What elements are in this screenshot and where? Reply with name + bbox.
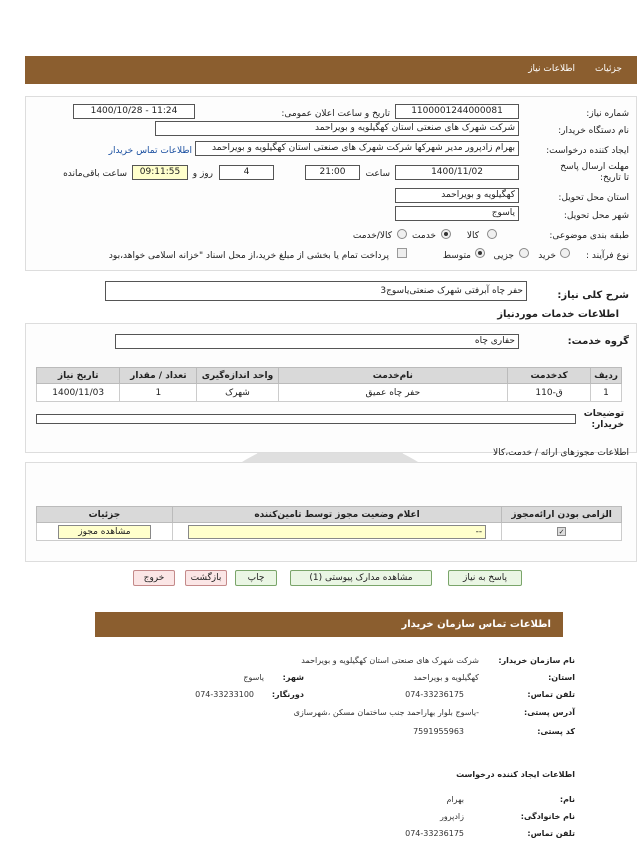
remaining-time-field: 09:11:55 — [132, 165, 188, 180]
contact-city-label: شهر: — [282, 673, 304, 682]
cell-permit-details — [37, 523, 173, 541]
creator-name-value: بهرام — [446, 795, 464, 804]
attachments-button[interactable]: مشاهده مدارک پیوستی (1) — [290, 570, 432, 586]
services-table — [36, 367, 622, 402]
process-label: نوع فرآیند : — [586, 251, 629, 261]
tab-details[interactable]: جزئیات — [595, 64, 622, 74]
process-small-label: خرید — [538, 251, 556, 261]
service-group-field: حفاری چاه — [115, 334, 519, 349]
announce-field: 1400/10/28 - 11:24 — [73, 104, 195, 119]
days-remaining-field: 4 — [219, 165, 274, 180]
col-row: ردیف — [591, 368, 622, 384]
announce-label: تاریخ و ساعت اعلان عمومی: — [281, 109, 390, 119]
print-button[interactable]: چاپ — [235, 570, 277, 586]
summary-label: شرح کلی نیاز: — [557, 290, 629, 301]
city-field: یاسوج — [395, 206, 519, 221]
remaining-time-label: ساعت باقی‌مانده — [63, 169, 127, 179]
contact-org-value: شرکت شهرک های صنعتی استان کهگیلویه و بویراحمد — [301, 656, 479, 665]
category-label: طبقه بندی موضوعی: — [549, 231, 629, 241]
view-permit-button[interactable]: مشاهده مجوز — [58, 525, 151, 539]
contact-postal-value: 7591955963 — [413, 727, 464, 736]
contact-city-value: یاسوج — [243, 673, 264, 682]
reply-button[interactable]: پاسخ به نیاز — [448, 570, 522, 586]
creator-family-value: زادپرور — [439, 812, 464, 821]
contact-postal-label: کد پستی: — [537, 727, 575, 736]
process-medium-label: متوسط — [442, 251, 471, 261]
permit-status-field: -- — [188, 525, 486, 539]
city-label: شهر محل تحویل: — [563, 211, 629, 221]
payment-note: پرداخت تمام یا بخشی از مبلغ خرید،از محل اسناد "خزانه اسلامی خواهد،بود — [108, 251, 389, 261]
process-small-radio[interactable] — [560, 248, 570, 258]
creator-phone-label: تلفن تماس: — [527, 829, 575, 838]
cell-service-code: ق-110 — [508, 384, 591, 402]
contact-fax-value: 074-33233100 — [195, 690, 254, 699]
cell-permit-status — [172, 523, 501, 541]
creator-name-label: نام: — [559, 795, 575, 804]
contact-province-label: استان: — [548, 673, 575, 682]
creator-phone-value: 074-33236175 — [405, 829, 464, 838]
contact-address-value: -یاسوج بلوار بهاراحمد جنب ساختمان مسکن ،شهرسازی — [293, 708, 479, 717]
province-field: کهگیلویه و بویراحمد — [395, 188, 519, 203]
col-permit-required: الزامی بودن ارائه‌مجوز — [502, 507, 622, 523]
tab-need-info[interactable]: اطلاعات نیاز — [528, 64, 575, 74]
creator-label: ایجاد کننده درخواست: — [546, 146, 629, 156]
creator-info-title: اطلاعات ایجاد کننده درخواست — [456, 770, 575, 779]
category-goods-service-label: کالا/خدمت — [352, 231, 392, 241]
permit-required-checkbox: ✓ — [558, 527, 565, 536]
col-service-name: نام‌خدمت — [278, 368, 507, 384]
category-goods-service-radio[interactable] — [397, 229, 407, 239]
contact-bar — [95, 612, 563, 637]
col-need-date: تاریخ نیاز — [37, 368, 120, 384]
col-permit-status: اعلام وضعیت مجوز توسط تامین‌کننده — [172, 507, 501, 523]
deadline-label: مهلت ارسال پاسخ تا تاریخ: — [560, 162, 629, 183]
cell-need-date: 1400/11/03 — [37, 384, 120, 402]
creator-field: بهرام زادپرور مدیر شهرکها شرکت شهرک های صنعتی استان کهگیلویه و بویراحمد — [195, 141, 519, 156]
need-number-field: 1100001244000081 — [395, 104, 519, 119]
cell-quantity: 1 — [120, 384, 197, 402]
deadline-time-label: ساعت — [365, 169, 390, 179]
col-service-code: کدخدمت — [508, 368, 591, 384]
permits-table-header — [37, 507, 622, 523]
process-partial-radio[interactable] — [519, 248, 529, 258]
deadline-date-field: 1400/11/02 — [395, 165, 519, 180]
services-title: اطلاعات خدمات مورد‌نیاز — [497, 309, 619, 320]
category-service-label: خدمت — [412, 231, 436, 241]
header-bar — [25, 56, 637, 84]
cell-service-name: حفر چاه عمیق — [278, 384, 507, 402]
contact-phone-value: 074-33236175 — [405, 690, 464, 699]
process-medium-radio[interactable] — [475, 248, 485, 258]
buyer-notes-field — [36, 414, 576, 424]
contact-title: اطلاعات تماس سازمان خریدار — [401, 619, 551, 630]
buyer-contact-link[interactable]: اطلاعات تماس خریدار — [108, 146, 192, 156]
summary-field: حفر چاه آبرفتی شهرک صنعتی‌یاسوج3 — [105, 281, 527, 301]
buyer-notes-label: توضیحات خریدار: — [583, 409, 624, 430]
contact-fax-label: دورنگار: — [271, 690, 304, 699]
category-service-radio[interactable] — [441, 229, 451, 239]
days-label: روز و — [192, 169, 213, 179]
exit-button[interactable]: خروج — [133, 570, 175, 586]
contact-province-value: کهگیلویه و بویراحمد — [413, 673, 479, 682]
service-group-label: گروه خدمت: — [567, 336, 629, 347]
creator-family-label: نام خانوادگی: — [520, 812, 575, 821]
payment-checkbox[interactable] — [397, 248, 407, 258]
cell-unit: شهرک — [197, 384, 278, 402]
back-button[interactable]: بازگشت — [185, 570, 227, 586]
table-row[interactable] — [37, 384, 622, 402]
contact-phone-label: تلفن تماس: — [527, 690, 575, 699]
services-table-header — [37, 368, 622, 384]
deadline-time-field: 21:00 — [305, 165, 360, 180]
contact-org-label: نام سازمان خریدار: — [498, 656, 575, 665]
permits-table — [36, 506, 622, 541]
need-number-label: شماره نیاز: — [586, 109, 629, 119]
table-row — [37, 523, 622, 541]
category-goods-radio[interactable] — [487, 229, 497, 239]
contact-address-label: آدرس پستی: — [524, 708, 575, 717]
buyer-org-field: شرکت شهرک های صنعتی استان کهگیلویه و بویراحمد — [155, 121, 519, 136]
permits-title: اطلاعات مجوزهای ارائه / خدمت،کالا — [493, 448, 629, 458]
buyer-org-label: نام دستگاه خریدار: — [558, 126, 629, 136]
category-goods-label: کالا — [466, 231, 479, 241]
col-permit-details: جزئیات — [37, 507, 173, 523]
process-partial-label: جزیی — [493, 251, 514, 261]
province-label: استان محل تحویل: — [558, 193, 629, 203]
col-unit: واحد اندازه‌گیری — [197, 368, 278, 384]
cell-row: 1 — [591, 384, 622, 402]
col-quantity: تعداد / مقدار — [120, 368, 197, 384]
cell-permit-required — [502, 523, 622, 541]
